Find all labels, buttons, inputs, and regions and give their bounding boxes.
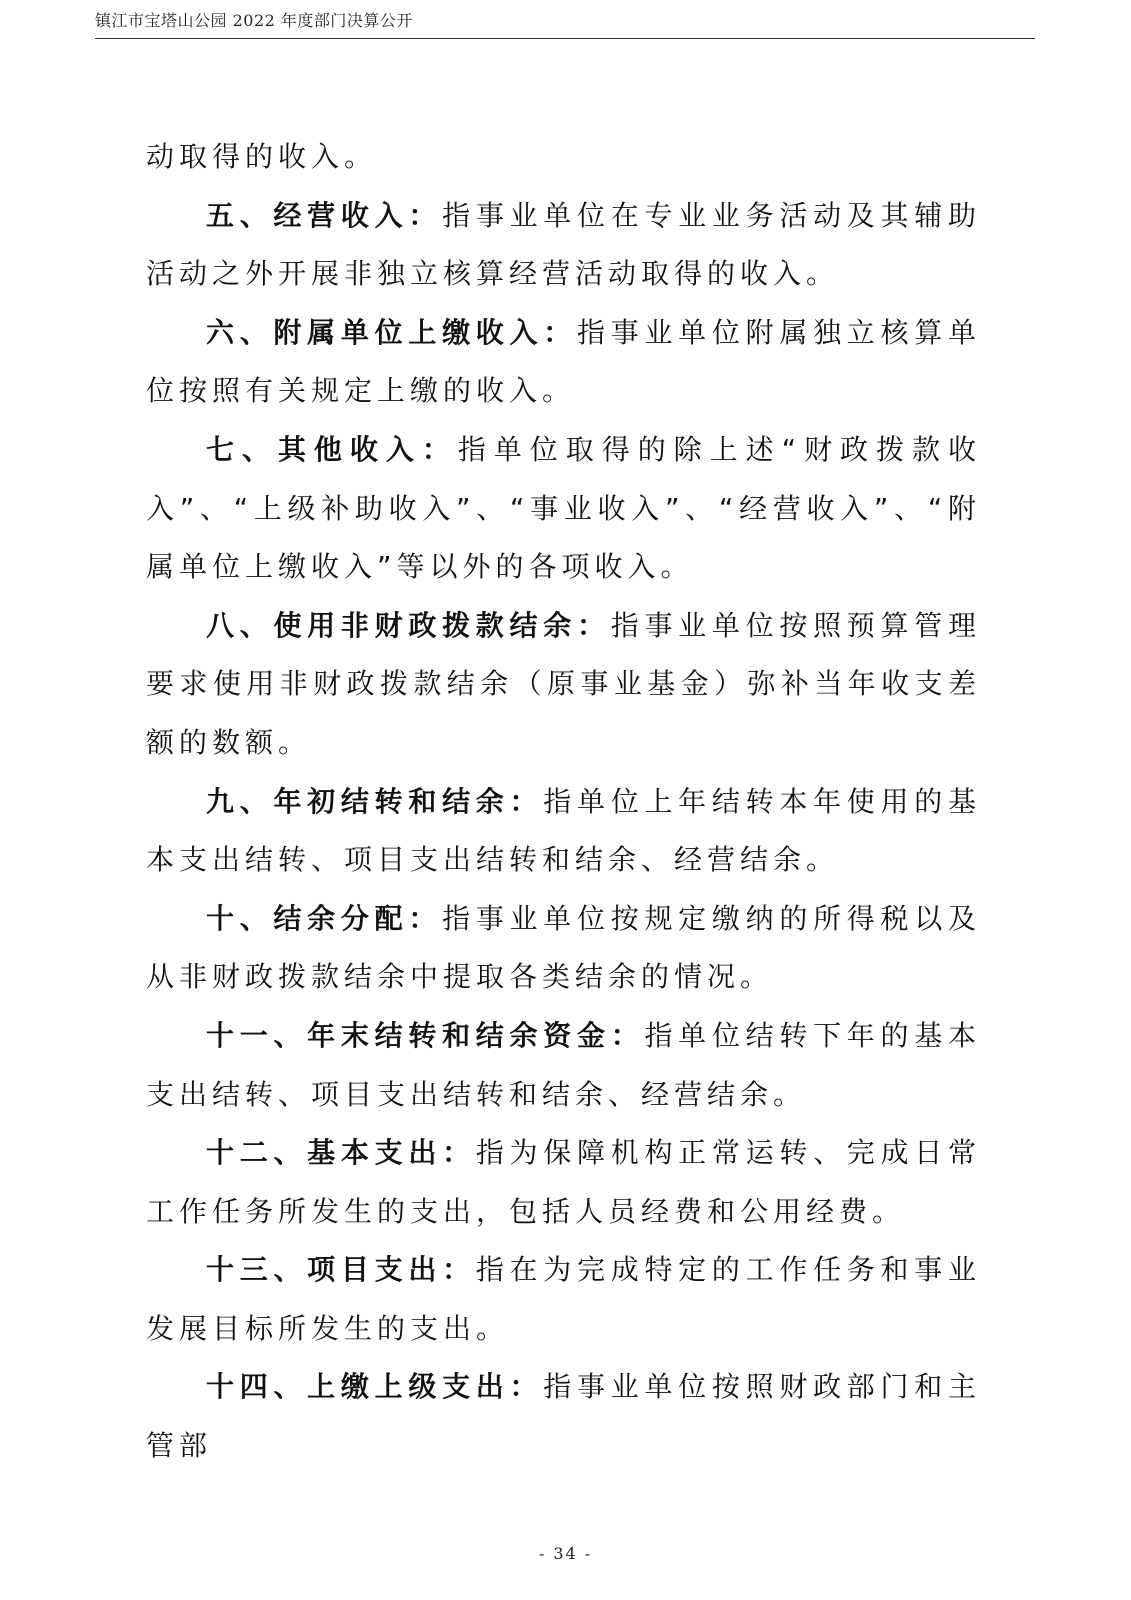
paragraph-text: 动取得的收入。	[146, 140, 378, 173]
definition-text: 指事业单位附属独立核算单位按照有关规定上缴的收入。	[146, 315, 981, 408]
definition-paragraph	[146, 773, 981, 890]
definition-text: 指单位取得的除上述“财政拨款收入”、“上级补助收入”、“事业收入”、“经营收入”、“附属单位上缴收入”等以外的各项收入。	[146, 432, 981, 584]
definition-paragraph	[146, 1358, 981, 1475]
definition-term: 十、结余分配：	[206, 901, 443, 935]
definition-term: 五、经营收入：	[206, 198, 443, 232]
document-body	[146, 128, 981, 1476]
header-divider	[95, 38, 1035, 39]
paragraph-continuation	[146, 128, 981, 187]
definition-term: 八、使用非财政拨款结余：	[206, 608, 611, 642]
definition-text: 指事业单位按照财政部门和主管部	[146, 1370, 981, 1463]
definition-paragraph	[146, 1241, 981, 1358]
definition-term: 七、其他收入：	[206, 432, 458, 466]
definition-paragraph	[146, 890, 981, 1007]
definition-term: 十一、年末结转和结余资金：	[206, 1018, 645, 1052]
definition-term: 六、附属单位上缴收入：	[206, 315, 577, 349]
definition-text: 指单位结转下年的基本支出结转、项目支出结转和结余、经营结余。	[146, 1018, 981, 1111]
definition-text: 指事业单位按规定缴纳的所得税以及从非财政拨款结余中提取各类结余的情况。	[146, 901, 981, 994]
definition-term: 九、年初结转和结余：	[206, 784, 544, 818]
definition-text: 指事业单位按照预算管理要求使用非财政拨款结余（原事业基金）弥补当年收支差额的数额。	[146, 608, 981, 759]
definition-text: 指为保障机构正常运转、完成日常工作任务所发生的支出，包括人员经费和公用经费。	[146, 1136, 981, 1228]
definition-paragraph	[146, 304, 981, 421]
definition-paragraph	[146, 597, 981, 773]
definition-term: 十三、项目支出：	[206, 1253, 476, 1287]
running-header: 镇江市宝塔山公园 2022 年度部门决算公开	[95, 11, 413, 30]
definition-paragraph	[146, 421, 981, 597]
definition-paragraph	[146, 1007, 981, 1124]
definition-text: 指在为完成特定的工作任务和事业发展目标所发生的支出。	[146, 1253, 981, 1345]
definition-paragraph	[146, 187, 981, 304]
definition-text: 指事业单位在专业业务活动及其辅助活动之外开展非独立核算经营活动取得的收入。	[146, 198, 981, 291]
definition-term: 十二、基本支出：	[206, 1136, 476, 1170]
definition-text: 指单位上年结转本年使用的基本支出结转、项目支出结转和结余、经营结余。	[146, 784, 981, 877]
page-number: - 34 -	[538, 1544, 593, 1563]
definition-paragraph	[146, 1124, 981, 1241]
definition-term: 十四、上缴上级支出：	[206, 1370, 544, 1404]
